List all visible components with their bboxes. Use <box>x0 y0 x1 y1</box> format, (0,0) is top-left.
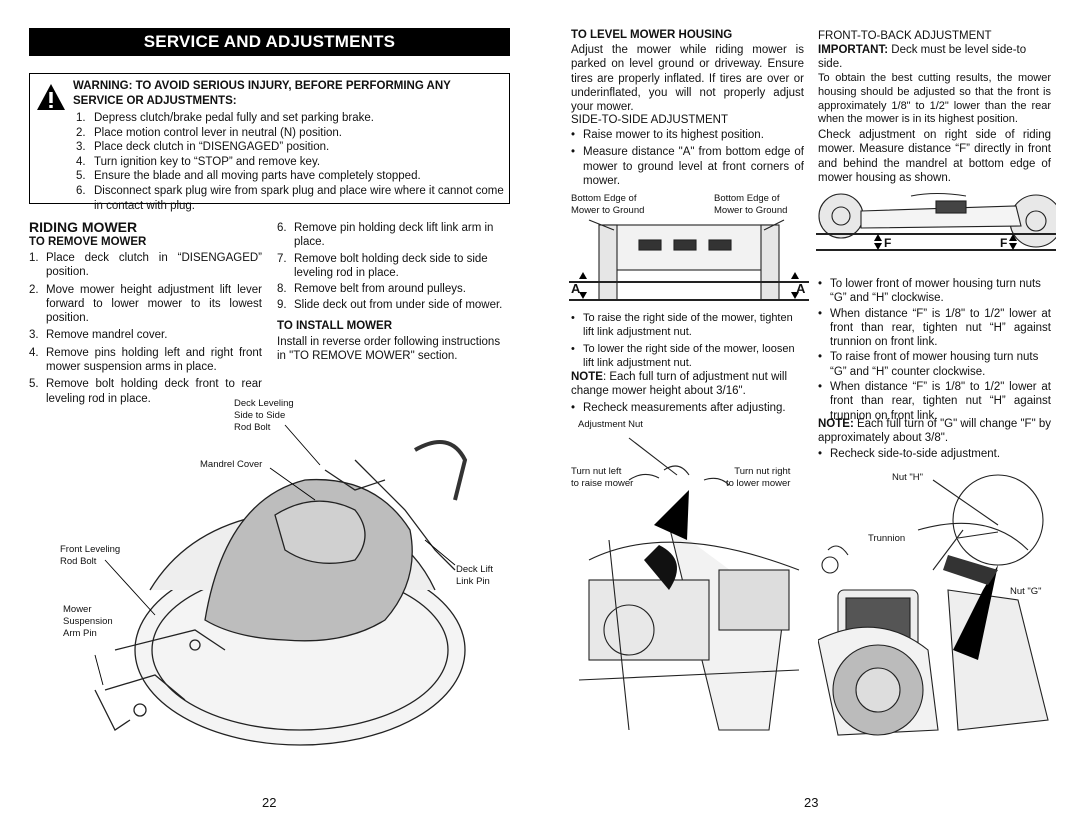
page-number-left: 22 <box>262 795 277 810</box>
label-mower-suspension: Mower Suspension Arm Pin <box>63 604 113 639</box>
label-a-right: A <box>796 281 806 296</box>
remove-steps-col2: 6. Remove pin holding deck lift link arm in place. 7. Remove bolt holding deck side to side leveling rod in place. 8. Remove belt from around pulleys. 9. Slide deck out from under side of mower. <box>277 222 503 312</box>
mower-deck-illustration <box>55 420 475 760</box>
to-install-heading: TO INSTALL MOWER <box>277 320 392 332</box>
ftb-bullets: • To lower front of mower housing turn nuts “G” and “H” clockwise. • When distance “F” is 1/8" to 1/2" lower at front than rear, tighten nut “H” against trunnion on front link. • To raise front of mower housing turn nuts “G” and “H” counter clockwise. • When distance “F” is 1/8" to 1/2" lower at front than rear, tighten nut “H” against trunnion on front link. <box>818 278 1051 422</box>
label-nut-g: Nut "G" <box>1010 586 1042 597</box>
important-note: IMPORTANT: Deck must be level side-to side. <box>818 44 1027 71</box>
label-nut-h: Nut "H" <box>892 472 924 483</box>
recheck-1: • Recheck measurements after adjusting. <box>571 402 786 414</box>
page-number-right: 23 <box>804 795 819 810</box>
label-trunnion: Trunnion <box>868 533 906 544</box>
ftb-text-1: To obtain the best cutting results, the mower housing should be adjusted so that the front is approximately 1/8" to 1/2" lower than the rear when the mower is in its highest position. <box>818 72 1051 126</box>
warning-steps: 1. Depress clutch/brake pedal fully and set parking brake. 2. Place motion control lever in neutral (N) position. 3. Place deck clutch in “DISENGAGED” position. 4. Turn ignition key to “STOP” and remove key. 5. Ensure the blade and all moving parts have completely stopped. 6. Disconnect spark plug wire from spark plug and place wire where it cannot come in contact with plug. <box>76 112 504 212</box>
recheck-2: • Recheck side-to-side adjustment. <box>818 448 1001 460</box>
adjustment-nut-illustration <box>569 430 809 750</box>
ftb-text-2: Check adjustment on right side of riding mower. Measure distance “F” directly in front and behind the mandrel at bottom edge of mower housing as shown. <box>818 129 1051 184</box>
label-turn-right: Turn nut right to lower mower <box>726 466 791 489</box>
note-2: NOTE: Each full turn of "G" will change "F" by approximately about 3/8". <box>818 418 1051 445</box>
label-mandrel-cover: Mandrel Cover <box>200 459 263 470</box>
warning-title: WARNING: TO AVOID SERIOUS INJURY, BEFORE PERFORMING ANY SERVICE OR ADJUSTMENTS: <box>73 80 451 107</box>
front-to-back-illustration <box>816 186 1056 258</box>
label-f-right: F <box>1000 236 1008 250</box>
front-to-back-heading: FRONT-TO-BACK ADJUSTMENT <box>818 30 992 42</box>
level-text: Adjust the mower while riding mower is parked on level ground or driveway. Ensure tires are properly inflated. If tires are over or underinflated, you will not properly adjust your mower. <box>571 44 804 114</box>
label-adjustment-nut: Adjustment Nut <box>578 419 643 430</box>
riding-mower-heading: RIDING MOWER <box>29 219 138 235</box>
label-bottom-edge-left: Bottom Edge of Mower to Ground <box>571 193 645 216</box>
side-to-side-illustration <box>569 215 809 310</box>
side-bullets-2: • To raise the right side of the mower, tighten lift link adjustment nut. • To lower the right side of the mower, loosen lift link adjustment nut. <box>571 312 795 369</box>
remove-steps-col1: 1. Place deck clutch in “DISENGAGED” position. 2. Move mower height adjustment lift lever forward to lower mower to its lowest position. 3. Remove mandrel cover. 4. Remove pins holding left and right front mower suspension arms in place. 5. Remove bolt holding deck front to rear leveling rod in place. <box>29 252 262 405</box>
label-a-left: A <box>571 281 581 296</box>
side-bullets: • Raise mower to its highest position. • Measure distance "A" from bottom edge of mower to ground level at front corners of mower. <box>571 129 804 187</box>
label-front-leveling: Front Leveling Rod Bolt <box>60 544 121 567</box>
install-text: Install in reverse order following instructions in "TO REMOVE MOWER" section. <box>277 336 501 363</box>
to-remove-heading: TO REMOVE MOWER <box>29 236 147 248</box>
warning-icon <box>36 83 66 111</box>
label-f-left: F <box>884 236 892 250</box>
note-1: NOTE: Each full turn of adjustment nut will change mower height about 3/16". <box>571 371 788 398</box>
label-bottom-edge-right: Bottom Edge of Mower to Ground <box>714 193 788 216</box>
label-deck-leveling: Deck Leveling Side to Side Rod Bolt <box>234 398 294 433</box>
trunnion-illustration <box>818 470 1058 750</box>
side-to-side-heading: SIDE-TO-SIDE ADJUSTMENT <box>571 114 728 126</box>
label-turn-left: Turn nut left to raise mower <box>571 466 634 489</box>
level-heading: TO LEVEL MOWER HOUSING <box>571 29 733 41</box>
section-header: SERVICE AND ADJUSTMENTS <box>29 28 510 56</box>
label-deck-lift: Deck Lift Link Pin <box>456 564 493 587</box>
